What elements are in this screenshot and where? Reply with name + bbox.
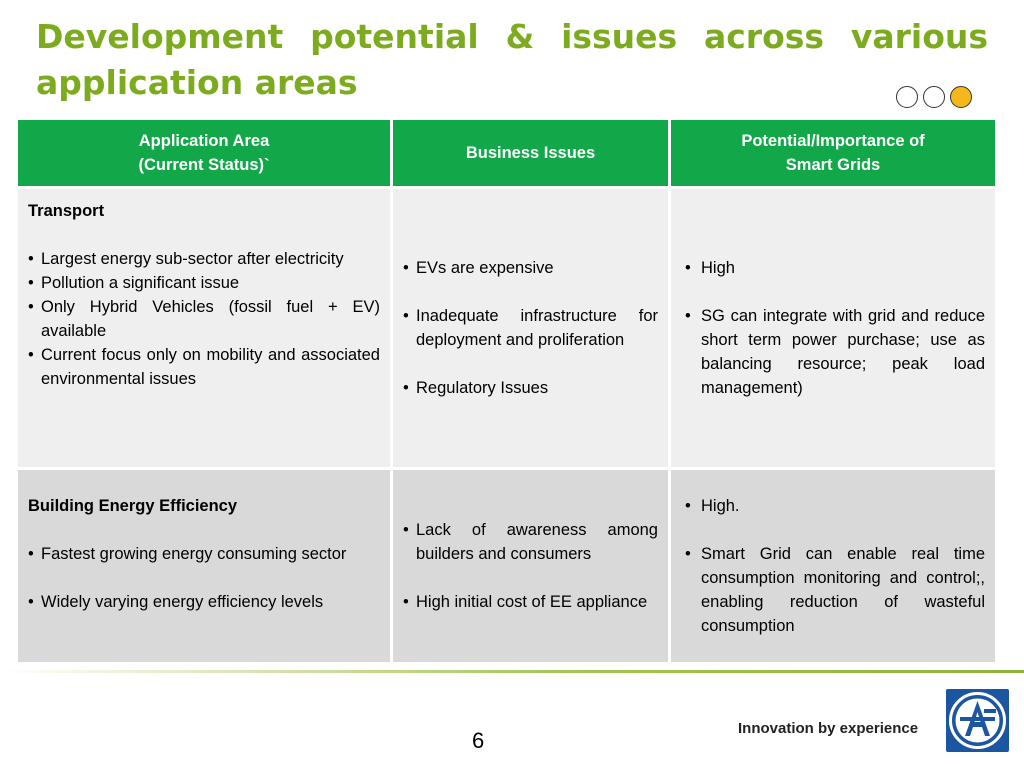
status-item: • Pollution a significant issue xyxy=(28,271,380,295)
business-issues-list xyxy=(403,256,658,400)
header-application-area xyxy=(18,120,390,186)
progress-dot-1 xyxy=(896,86,918,108)
status-item: • Largest energy sub-sector after electricity xyxy=(28,247,380,271)
status-list xyxy=(28,247,380,391)
potential-item: • High xyxy=(681,256,985,280)
status-item: • Current focus only on mobility and associated environmental issues xyxy=(28,343,380,391)
header-potential-line1: Potential/Importance of xyxy=(741,132,925,150)
cell-potential xyxy=(671,470,995,662)
cell-application-area xyxy=(18,189,390,467)
cell-potential xyxy=(671,189,995,467)
page-number: 6 xyxy=(472,728,485,753)
business-issue-item: • High initial cost of EE appliance xyxy=(403,590,658,614)
application-areas-table xyxy=(15,117,998,665)
company-logo-icon xyxy=(946,689,1009,752)
potential-list xyxy=(681,494,985,638)
potential-item: • SG can integrate with grid and reduce short term power purchase; use as balancing resource; peak load management) xyxy=(681,304,985,400)
status-item: • Only Hybrid Vehicles (fossil fuel + EV) available xyxy=(28,295,380,343)
business-issues-list xyxy=(403,518,658,614)
header-application-area-line1: Application Area xyxy=(138,132,270,150)
table-row-building-energy-efficiency xyxy=(18,470,995,662)
business-issue-item: • EVs are expensive xyxy=(403,256,658,280)
progress-dot-3-active xyxy=(950,86,972,108)
company-tagline: Innovation by experience xyxy=(738,720,919,737)
cell-business-issues xyxy=(393,470,668,662)
header-business-issues: Business Issues xyxy=(393,120,668,186)
business-issue-item: • Inadequate infrastructure for deployment and proliferation xyxy=(403,304,658,352)
business-issue-item: • Lack of awareness among builders and consumers xyxy=(403,518,658,566)
progress-dot-2 xyxy=(923,86,945,108)
category-title: Transport xyxy=(28,202,105,220)
slide-title: Development potential & issues across various application areas xyxy=(36,17,988,102)
header-potential-line2: Smart Grids xyxy=(785,156,881,174)
header-application-area-line2: (Current Status)` xyxy=(138,156,270,174)
potential-item: • High. xyxy=(681,494,985,518)
status-item: • Fastest growing energy consuming sector xyxy=(28,542,380,566)
cell-business-issues xyxy=(393,189,668,467)
potential-list xyxy=(681,256,985,400)
cell-application-area xyxy=(18,470,390,662)
table-header-row xyxy=(18,120,995,186)
table-row-transport xyxy=(18,189,995,467)
status-list xyxy=(28,542,380,614)
footer-divider xyxy=(0,670,1024,673)
progress-dots xyxy=(896,86,972,108)
business-issue-item: • Regulatory Issues xyxy=(403,376,658,400)
status-item: • Widely varying energy efficiency levels xyxy=(28,590,380,614)
potential-item: • Smart Grid can enable real time consumption monitoring and control;, enabling reduction of wasteful consumption xyxy=(681,542,985,638)
category-title: Building Energy Efficiency xyxy=(28,497,238,515)
header-potential xyxy=(671,120,995,186)
